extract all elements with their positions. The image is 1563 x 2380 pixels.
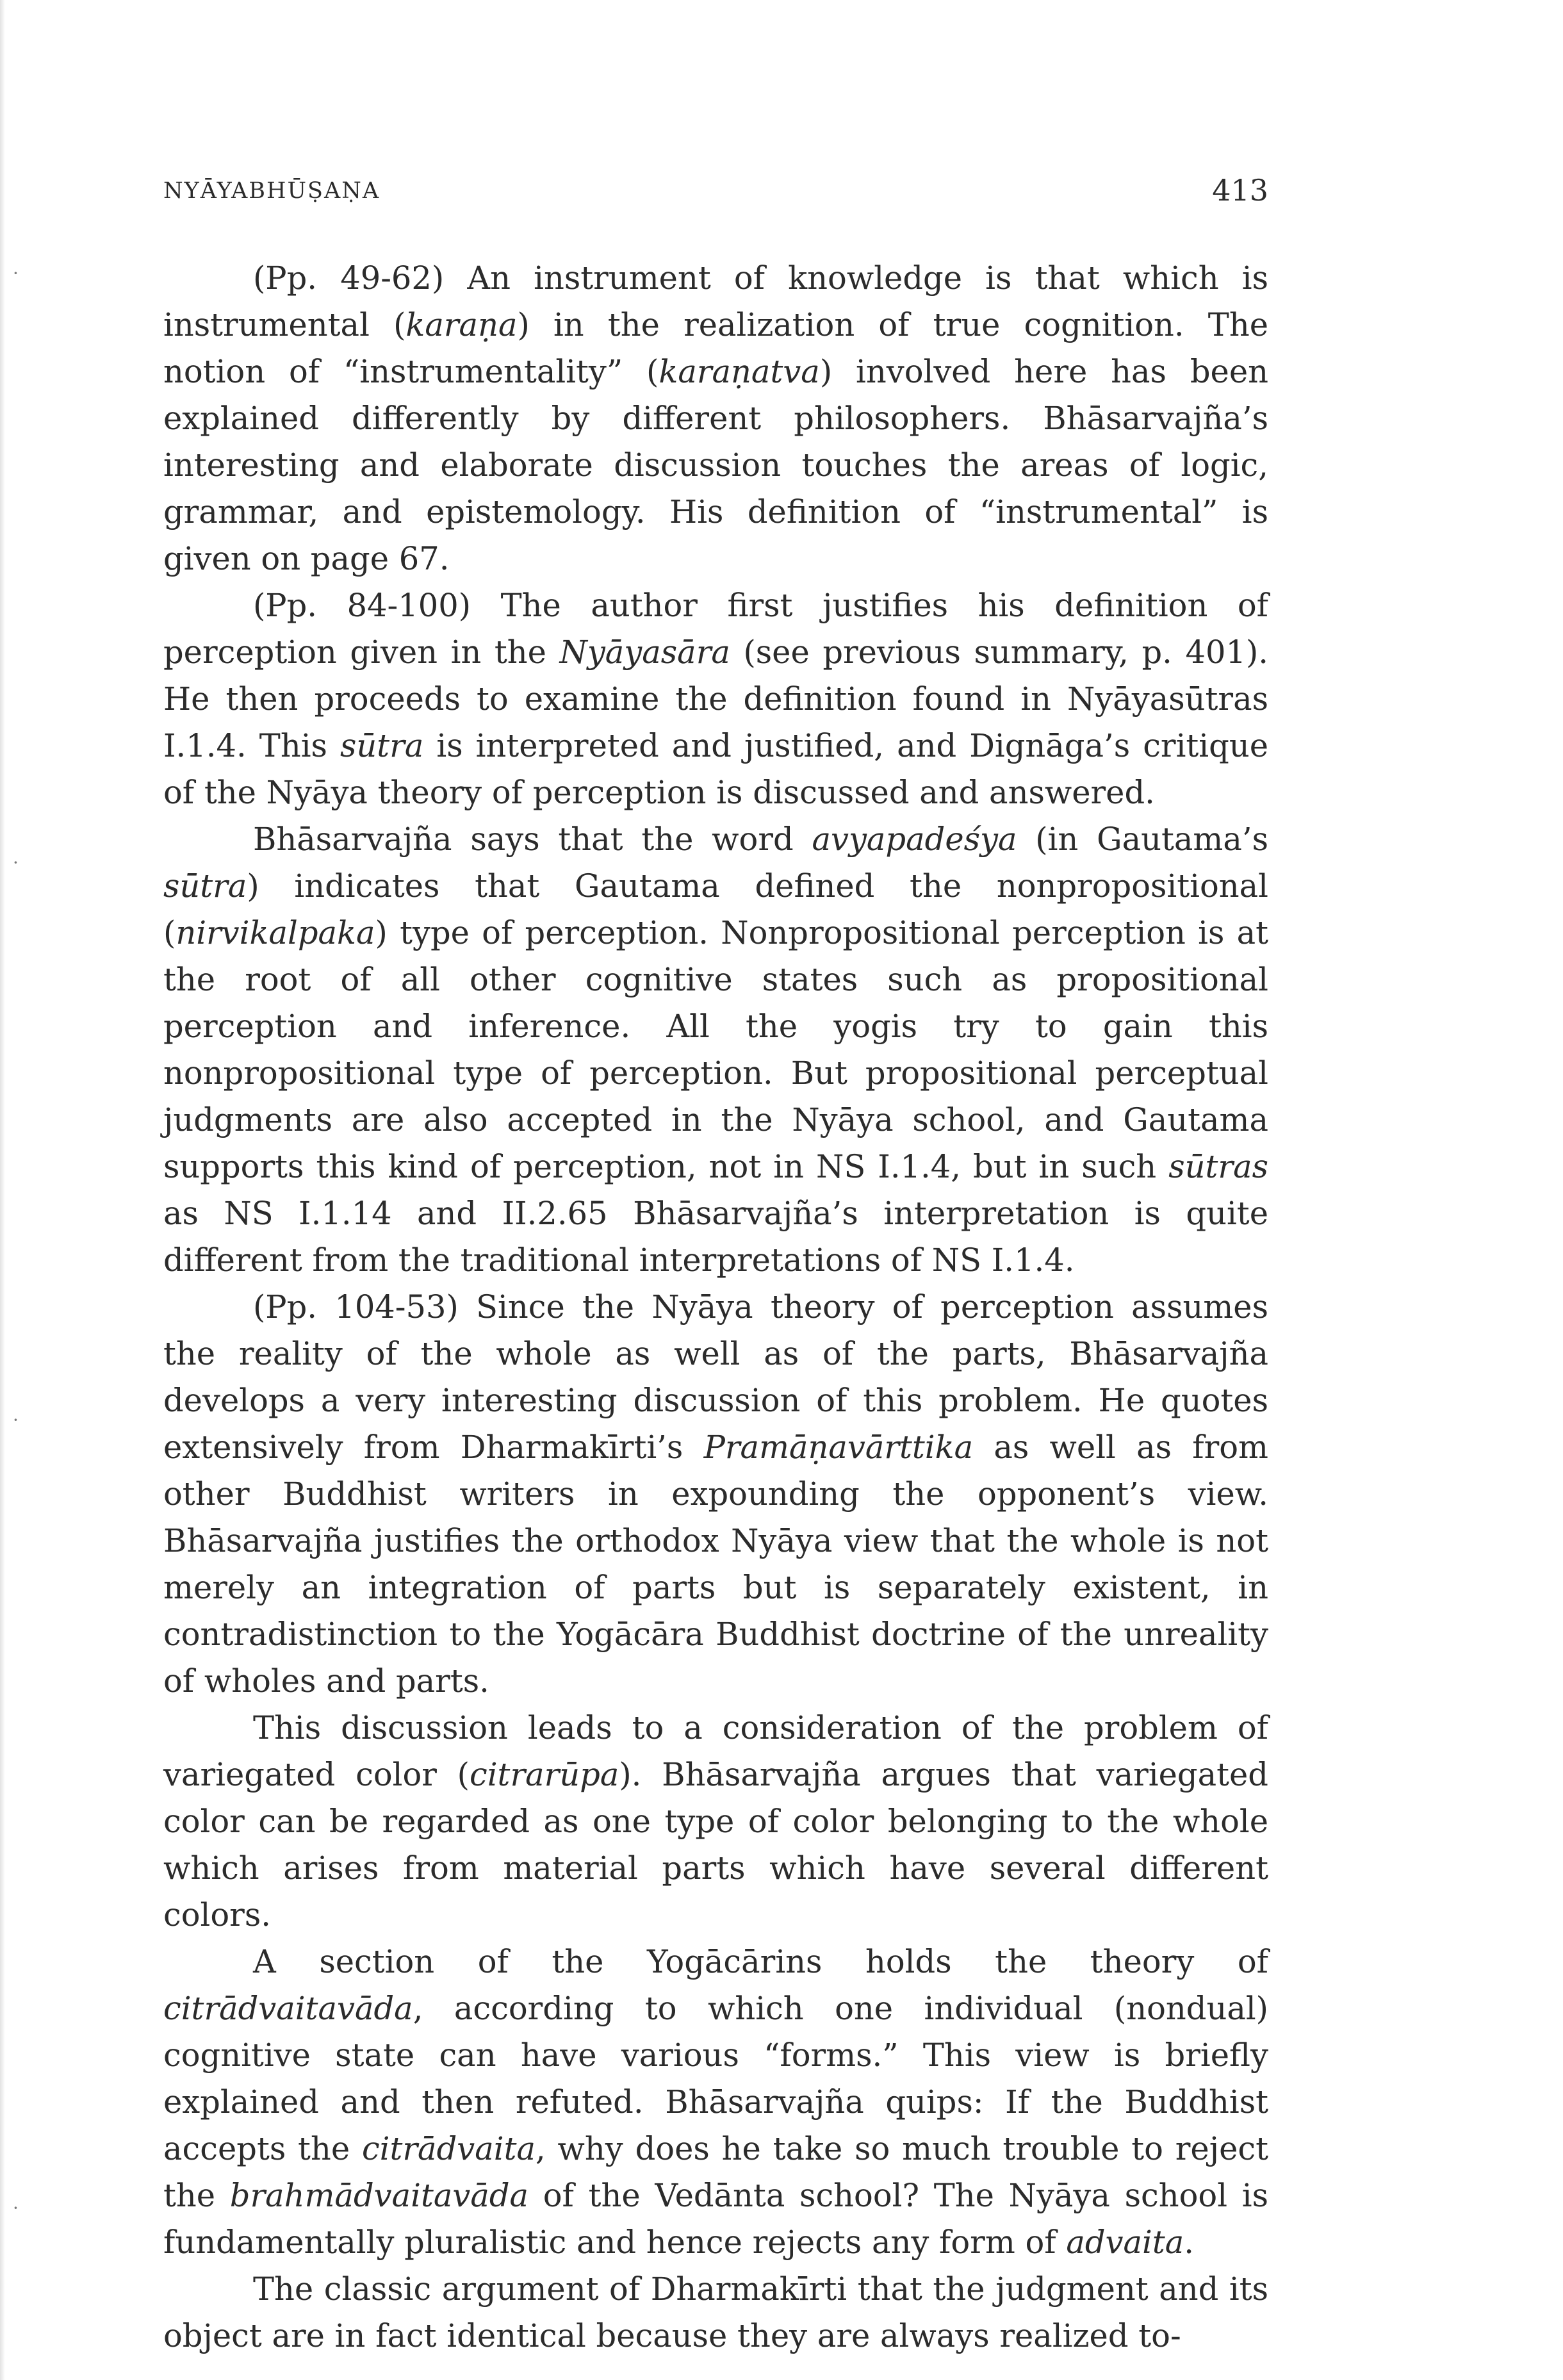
text-run: (in Gautama’s <box>1017 821 1268 858</box>
paragraph <box>163 255 1268 582</box>
text-run: Bhāsarvajña says that the word <box>253 821 812 858</box>
margin-mark: · <box>13 263 19 284</box>
text-run: ). Bhāsarvajña argues that variegated color can be regarded as one type of color belonging to the whole which arises from material parts which have several different colors. <box>163 1756 1268 1933</box>
page-header <box>163 173 1268 223</box>
italic-term: citrādvaita <box>361 2130 536 2167</box>
text-run: ) type of perception. Nonpropositional perception is at the root of all other cognitive states such as propositional perception and inference. All the yogis try to gain this nonpropositional type of perception. But propositional perceptual judgments are also accepted in the Nyāya school, and Gautama supports this kind of perception, not in NS I.1.4, but in such <box>163 914 1268 1185</box>
italic-term: karaṇa <box>405 306 518 343</box>
running-head: NYĀYABHŪṢAṆA <box>163 178 381 204</box>
margin-mark: · <box>13 1409 19 1431</box>
italic-term: nirvikalpaka <box>176 914 375 951</box>
text-run: ) in the realization of true cognition. The notion of “instrumentality” ( <box>163 306 1268 390</box>
text-run: ) indicates that Gautama defined the nonpropositional ( <box>163 867 1268 951</box>
italic-term: karaṇatva <box>659 353 820 390</box>
scan-edge <box>0 0 5 2380</box>
margin-mark: · <box>13 2197 19 2219</box>
text-run: ) involved here has been explained differently by different philosophers. Bhāsarvajña’s interesting and elaborate discussion touches the areas of logic, grammar, and epistemology. His definition of “instrumental” is given on page 67. <box>163 353 1269 577</box>
italic-term: citrarūpa <box>470 1756 619 1793</box>
body-text <box>163 255 1268 2359</box>
italic-term: sūtra <box>340 727 424 764</box>
paragraph <box>163 582 1268 816</box>
italic-term: Nyāyasāra <box>559 634 730 671</box>
italic-term: avyapadeśya <box>812 821 1017 858</box>
text-run: The classic argument of Dharmakīrti that the judgment and its object are in fact identical because they are always realized to- <box>163 2270 1268 2354</box>
text-run: (Pp. 84-100) The author first justifies his definition of perception given in the <box>163 587 1268 671</box>
italic-term: citrādvaitavāda <box>163 1990 413 2027</box>
page-number: 413 <box>1212 173 1268 208</box>
text-run: (Pp. 104-53) Since the Nyāya theory of perception assumes the reality of the whole as well as of the parts, Bhāsarvajña develops a very interesting discussion of this problem. He quotes extensively from Dharmakīrti’s <box>163 1288 1268 1466</box>
text-run: is interpreted and justified, and Dignāga’s critique of the Nyāya theory of perception is discussed and answered. <box>163 727 1268 811</box>
paragraph <box>163 2266 1268 2359</box>
italic-term: sūtra <box>163 867 247 905</box>
paragraph <box>163 816 1268 1284</box>
text-run: of the Vedānta school? The Nyāya school is fundamentally pluralistic and hence rejects any form of <box>163 2177 1268 2261</box>
text-run: as NS I.1.14 and II.2.65 Bhāsarvajña’s interpretation is quite different from the traditional interpretations of NS I.1.4. <box>163 1195 1268 1279</box>
text-run: (see previous summary, p. 401). He then proceeds to examine the definition found in Nyāyasūtras I.1.4. This <box>163 634 1269 764</box>
text-run: A section of the Yogācārins holds the theory of <box>253 1943 1268 1980</box>
text-run: . <box>1184 2224 1195 2261</box>
paragraph <box>163 1705 1268 1939</box>
text-run: , according to which one individual (nondual) cognitive state can have various “forms.” This view is briefly explained and then refuted. Bhāsarvajña quips: If the Buddhist accepts the <box>163 1990 1268 2167</box>
italic-term: Pramāṇavārttika <box>703 1429 974 1466</box>
italic-term: advaita <box>1066 2224 1184 2261</box>
margin-mark: · <box>13 852 19 873</box>
text-run: as well as from other Buddhist writers in expounding the opponent’s view. Bhāsarvajña justifies the orthodox Nyāya view that the whole is not merely an integration of parts but is separately existent, in contradistinction to the Yogācāra Buddhist doctrine of the unreality of wholes and parts. <box>163 1429 1268 1700</box>
text-run: This discussion leads to a consideration of the problem of variegated color ( <box>163 1709 1268 1793</box>
paragraph <box>163 1939 1268 2266</box>
italic-term: sūtras <box>1168 1148 1268 1185</box>
italic-term: brahmādvaitavāda <box>229 2177 529 2214</box>
text-run: , why does he take so much trouble to reject the <box>163 2130 1268 2214</box>
text-run: (Pp. 49-62) An instrument of knowledge is that which is instrumental ( <box>163 259 1268 343</box>
paragraph <box>163 1284 1268 1705</box>
